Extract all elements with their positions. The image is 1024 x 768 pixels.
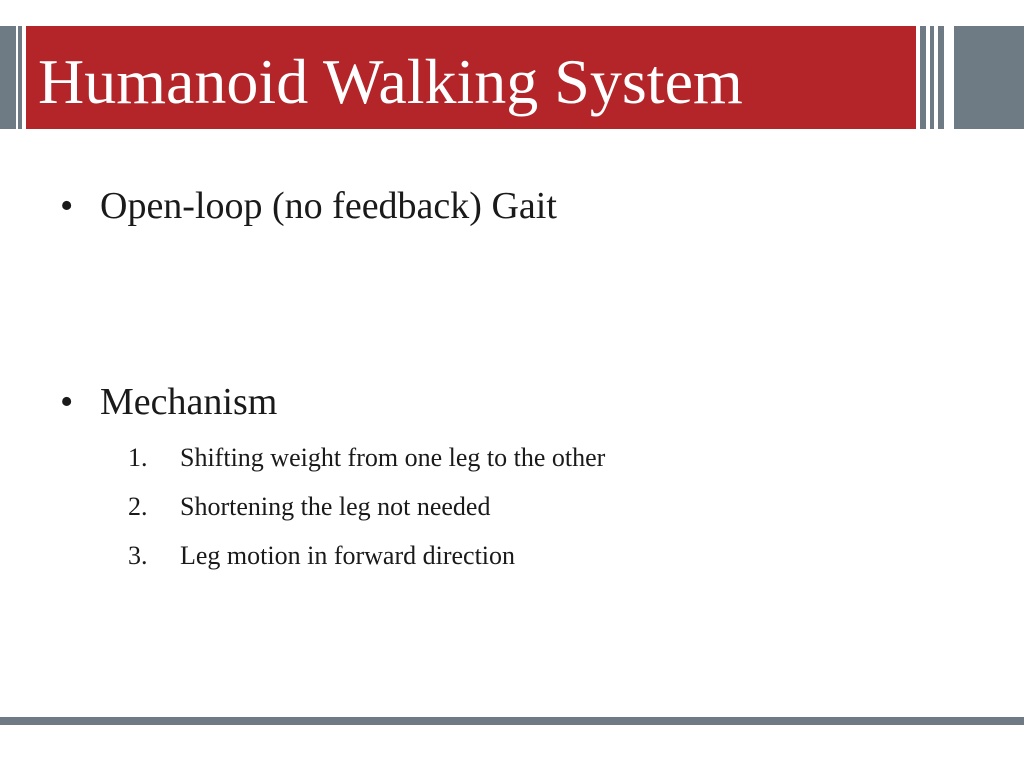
numbered-item — [128, 540, 515, 572]
bullet-text: Open-loop (no feedback) Gait — [100, 185, 557, 227]
item-text: Shifting weight from one leg to the other — [180, 443, 606, 472]
title-decoration-right-stripe-2 — [930, 26, 934, 129]
bullet-marker: • — [60, 185, 74, 227]
title-decoration-left-narrow — [18, 26, 22, 129]
title-decoration-right-stripe-3 — [938, 26, 944, 129]
bullet-marker: • — [60, 381, 74, 423]
footer-bar — [0, 717, 1024, 725]
bullet-item — [60, 380, 277, 424]
item-number: 2. — [128, 492, 148, 521]
slide-title: Humanoid Walking System — [38, 46, 743, 117]
title-decoration-right-block — [954, 26, 1024, 129]
item-number: 3. — [128, 541, 148, 570]
title-decoration-right-stripe-1 — [920, 26, 926, 129]
item-text: Shortening the leg not needed — [180, 492, 491, 521]
item-number: 1. — [128, 443, 148, 472]
bullet-text: Mechanism — [100, 381, 278, 423]
bullet-item — [60, 184, 557, 228]
numbered-item — [128, 442, 605, 474]
item-text: Leg motion in forward direction — [180, 541, 516, 570]
numbered-item — [128, 491, 490, 523]
title-decoration-left-wide — [0, 26, 16, 129]
